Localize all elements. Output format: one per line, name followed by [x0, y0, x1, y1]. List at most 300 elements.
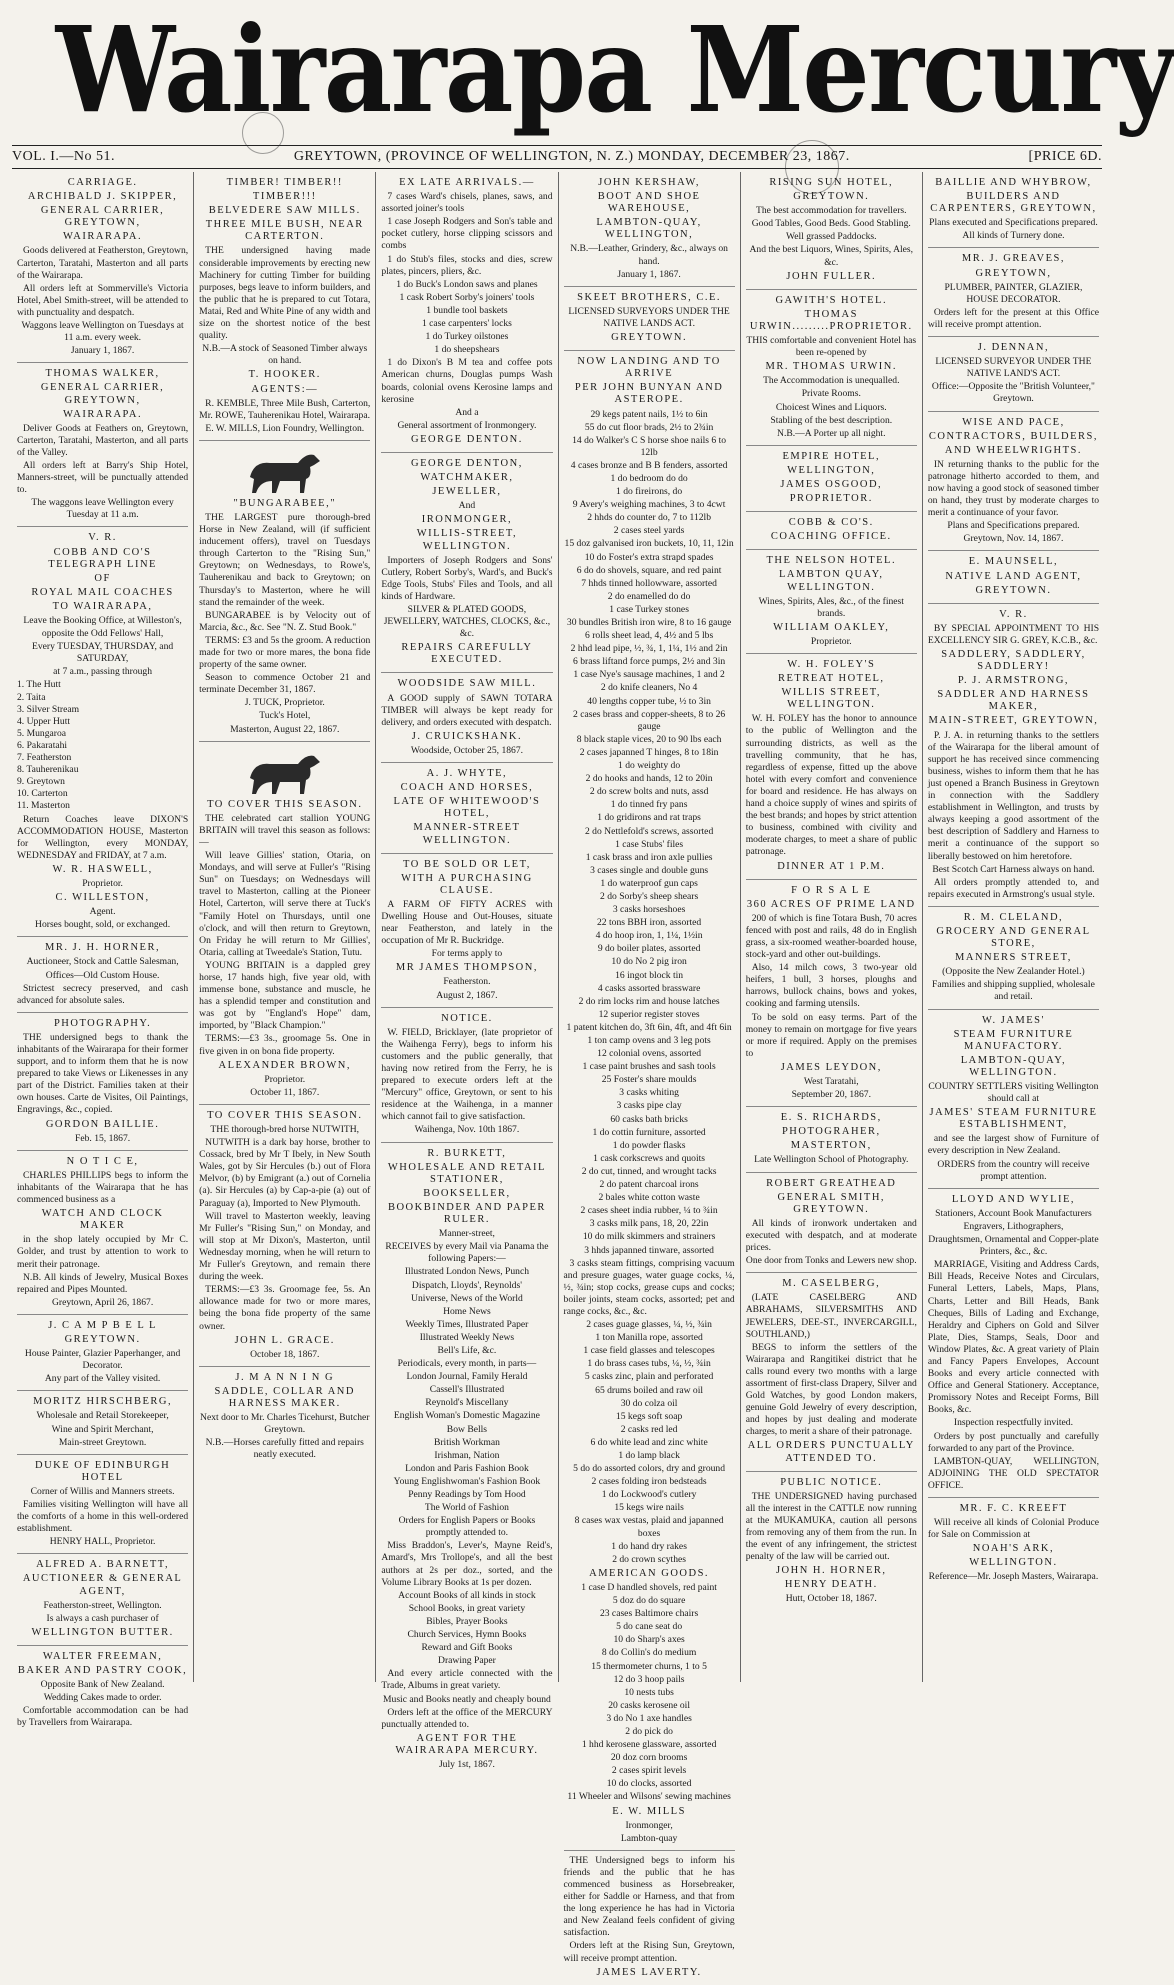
ad-line: GREYTOWN.	[611, 332, 688, 344]
ad-line: And the best Liquors, Wines, Spirits, Ales, &c.	[749, 244, 914, 268]
ad-line: To be sold on easy terms. Part of the money to remain on mortgage for five years or more if required. Apply on the premises to	[745, 1011, 917, 1059]
ad-line: Private Rooms.	[801, 388, 861, 400]
ad-line: Reference—Mr. Joseph Masters, Wairarapa.	[928, 1571, 1099, 1583]
ad-line: THE undersigned having made considerable improvements by erecting new Machinery for cutting Timber for building purposes, begs leave to inform builders, and the public that he is prepared to cut Totara, Matai, Red and White Pine of any width and size on the shortest notice of the best quality.	[199, 245, 371, 342]
ad-line: 2 do knife cleaners, No 4	[600, 682, 698, 694]
ad-line: 29 kegs patent nails, 1½ to 6in	[590, 408, 708, 420]
ad-line: IN returning thanks to the public for the patronage hitherto accorded to them, and now having a good stock of seasoned timber on hand, they trust by moderate charges to merit a continuance of your favor.	[927, 458, 1100, 519]
ad-line: All orders left at Barry's Ship Hotel, Manners-street, will be punctually attended to.	[17, 459, 189, 496]
ad-line: 2 do Sorby's sheep shears	[600, 890, 699, 902]
ad-line: NOW LANDING AND TO ARRIVE	[577, 356, 721, 380]
ad-line: 2 do cut, tinned, and wrought tacks	[581, 1165, 717, 1177]
ad-line: Late Wellington School of Photography.	[754, 1154, 909, 1166]
ad-line: 5 do cane seat do	[616, 1621, 683, 1633]
ad-line: 1 case Nye's sausage machines, 1 and 2	[573, 669, 725, 681]
ad-line: CHARLES PHILLIPS begs to inform the inhabitants of the Wairarapa that he has commenced business as a	[17, 1169, 189, 1206]
advertisement	[381, 763, 552, 854]
ad-line: 5 do do assorted colors, dry and ground	[573, 1463, 726, 1475]
ad-line: Music and Books neatly and cheaply bound	[383, 1693, 551, 1705]
ad-line: J. C A M P B E L L	[48, 1319, 157, 1331]
ad-line: Waihenga, Nov. 10th 1867.	[414, 1124, 520, 1136]
ad-line: "BUNGARABEE,"	[233, 497, 336, 509]
list-item: 6. Pakaratahi	[17, 739, 68, 751]
ad-line: WATCHMAKER,	[420, 472, 514, 484]
ad-line: OF	[94, 572, 111, 584]
price: [PRICE 6D.	[1028, 149, 1102, 164]
ad-line: WISE AND PACE,	[962, 416, 1065, 428]
ad-line: 9 Avery's weighing machines, 3 to 4cwt	[572, 499, 726, 511]
ad-line: 12 colonial ovens, assorted	[597, 1048, 702, 1060]
ad-line: Engravers, Lithographers,	[963, 1220, 1064, 1232]
ad-line: AUCTIONEER & GENERAL AGENT,	[22, 1573, 183, 1597]
list-item: 1. The Hutt	[17, 679, 61, 691]
ad-line: 9 do boiler plates, assorted	[597, 943, 701, 955]
newspaper-title: Wairarapa Mercury	[55, 0, 1174, 139]
ad-line: LAMBTON QUAY, WELLINGTON.	[779, 569, 884, 593]
ad-line: 2 do Nettlefold's screws, assorted	[584, 825, 714, 837]
ad-line: BEGS to inform the settlers of the Wairarapa and Rangitikei district that he calls round every two months with a large assortment of first-class Drapery, Silver and Gold Watches, by good London makers, genuine Gold Jewelry of every description, and hopes by just dealing and moderate charges, to merit a share of their patronage.	[745, 1341, 917, 1438]
ad-line: JAMES LEYDON,	[780, 1061, 882, 1073]
column-6	[923, 172, 1104, 1682]
advertisement	[381, 1143, 552, 1777]
horse-engraving-icon	[240, 748, 330, 796]
ad-line: TIMBER!!!	[252, 191, 317, 203]
ad-line: Plans executed and Specifications prepared.	[929, 217, 1098, 229]
column-2	[194, 172, 376, 1682]
ad-line: J. M A N N I N G	[235, 1371, 335, 1383]
ad-line: THE Undersigned begs to inform his friends and the public that he has commenced business as Horsebreaker, either for Saddle or Harness, and that from the long experience he has had in Victoria and New Zealand feels confident of giving satisfaction.	[563, 1854, 735, 1939]
ad-line: Wedding Cakes made to order.	[43, 1692, 162, 1704]
ad-line: 1 do hand dry rakes	[611, 1540, 687, 1552]
ad-line: 4 do hoop iron, 1, 1¼, 1½in	[595, 930, 703, 942]
ad-line: 1 do waterproof gun caps	[600, 877, 698, 889]
advertisement	[381, 172, 552, 453]
ad-line: TO WAIRARAPA,	[52, 600, 153, 612]
ad-line: ALFRED A. BARNETT,	[36, 1559, 170, 1571]
ad-line: THOMAS WALKER,	[45, 368, 160, 380]
ad-line: Wine and Spirit Merchant,	[51, 1423, 154, 1435]
ad-line: JOHN H. HORNER,	[775, 1565, 887, 1577]
advertisement	[381, 854, 552, 1008]
ad-line: Penny Readings by Tom Hood	[408, 1489, 526, 1500]
ad-line: V. R.	[88, 532, 117, 544]
ad-line: NOAH'S ARK,	[972, 1543, 1055, 1555]
ad-line: BAILLIE AND WHYBROW,	[935, 177, 1092, 188]
ad-line: WILLIAM OAKLEY,	[773, 621, 890, 633]
ad-line: TO BE SOLD OR LET,	[403, 858, 531, 870]
ad-line: ROBERT GREATHEAD	[766, 1177, 897, 1189]
ad-line: 1 do fireirons, do	[616, 486, 683, 498]
ad-line: and see the largest show of Furniture of every description in New Zealand.	[927, 1133, 1100, 1157]
ad-line: Good Tables, Good Beds. Good Stabling.	[751, 218, 911, 230]
ad-line: PER JOHN BUNYAN AND ASTEROPE.	[574, 382, 724, 406]
ad-line: WALTER FREEMAN,	[42, 1650, 163, 1662]
ad-line: 2 do rim locks rim and house latches	[578, 995, 720, 1007]
ad-line: 1 cask brass and iron axle pullies	[585, 851, 713, 863]
ad-line: WITH A PURCHASING CLAUSE.	[401, 872, 533, 896]
ad-line: 3 casks horseshoes	[612, 904, 686, 916]
advertisement	[17, 1315, 188, 1391]
ad-line: W. R. HASWELL,	[52, 863, 153, 875]
ad-line: 1 hhd kerosene glassware, assorted	[581, 1739, 717, 1751]
ad-line: WILLIS STREET, WELLINGTON.	[781, 687, 882, 711]
ad-line: PROPRIETOR.	[789, 493, 873, 505]
ad-line: 7 cases Ward's chisels, planes, saws, and assorted joiner's tools	[381, 191, 553, 215]
ad-line: C. WILLESTON,	[55, 892, 150, 904]
ad-line: Deliver Goods at Feathers on, Greytown, Carterton, Taratahi, Masterton, and all parts of the Valley.	[17, 422, 189, 458]
ad-line: 2 hhds do counter do, 7 to 112lb	[587, 512, 712, 524]
advertisement	[17, 1391, 188, 1454]
ad-line: TIMBER! TIMBER!!	[226, 177, 343, 188]
ad-line: 1 do Dixon's B M tea and coffee pots American churns, Douglas pumps Wash boards, colonial ovens Kerosine lamps and kerosine	[381, 357, 553, 405]
ad-line: COACH AND HORSES,	[400, 782, 534, 794]
ad-line: RISING SUN HOTEL,	[769, 177, 894, 188]
advertisement	[928, 551, 1099, 603]
list-item: 11. Masterton	[17, 800, 70, 812]
ad-line: COACHING OFFICE.	[770, 531, 892, 543]
advertisement	[746, 512, 917, 550]
ad-line: London Journal, Family Herald	[406, 1371, 528, 1383]
ad-line: DUKE OF EDINBURGH HOTEL	[35, 1459, 171, 1483]
ad-line: Choicest Wines and Liquors.	[775, 401, 887, 413]
ad-line: 2 do patent charcoal irons	[599, 1179, 699, 1191]
ad-line: Leave the Booking Office, at Willeston's,	[23, 615, 182, 626]
ad-line: 2 cases sheet india rubber, ¼ to ¾in	[580, 1205, 718, 1217]
ad-line: 4 casks assorted brassware	[597, 982, 701, 994]
ad-line: 3 hhds japanned tinware, assorted	[584, 1244, 714, 1256]
ad-line: 3 casks whiting	[619, 1087, 679, 1099]
ad-line: 15 kegs wire nails	[614, 1502, 684, 1514]
advertisement	[746, 1273, 917, 1471]
ad-line: Return Coaches leave DIXON'S ACCOMMODATION HOUSE, Masterton for Wellington, every MONDAY, WEDNESDAY and FRIDAY, at 7 a.m.	[17, 813, 189, 861]
ad-line: F O R S A L E	[791, 884, 872, 896]
ad-line: 2 cases japanned T hinges, 8 to 18in	[579, 746, 719, 758]
list-item: 7. Featherston	[17, 752, 72, 764]
ad-line: 1 do gridirons and rat traps	[597, 812, 701, 824]
ad-line: Well grassed Paddocks.	[785, 231, 877, 243]
ad-line: MARRIAGE, Visiting and Address Cards, Bill Heads, Receive Notes and Circulars, Funeral Letters, Labels, Maps, Plans, Charts, Letter and Bill Heads, Bank Cheques, Bills of Lading and Exchange, Heraldry and Ciphers on Gold and Silver Plate, Dies, Stamps, Seals, Door and Window Plates, &c. A great variety of Plain and Fancy Papers Envelopes, Account Books and every article connected with Office and General Stationery. Acceptance, Promissory Notes and Receipt Forms, Bill Books, &c.	[927, 1259, 1100, 1416]
ad-line: N.B.—A stock of Seasoned Timber always on hand.	[202, 343, 368, 367]
ad-line: BOOKBINDER AND PAPER RULER.	[387, 1201, 546, 1226]
ad-line: REPAIRS CAREFULLY EXECUTED.	[401, 642, 533, 666]
horse-engraving-icon	[240, 447, 330, 495]
ad-line: Tuck's Hotel,	[259, 710, 311, 722]
ad-line: Will receive all kinds of Colonial Produce for Sale on Commission at	[927, 1517, 1100, 1541]
ad-line: (LATE CASELBERG AND ABRAHAMS, SILVERSMITHS AND JEWELERS, DEE-ST., INVERCARGILL, SOUTHLAND,)	[745, 1292, 917, 1340]
column-3	[376, 172, 558, 1770]
ad-line: P. J. A. in returning thanks to the settlers of the Wairarapa for the liberal amount of support he has received since commencing business, wishes to inform them that he has just opened a Branch Business in Greytown in connection with the Saddlery establishment in Wellington, and trusts by always keeping a good assortment of the best description of Saddlery and Harness to merit a continuance of the support so liberally bestowed on him heretofore.	[927, 729, 1100, 862]
ad-line: JAMES' STEAM FURNITURE ESTABLISHMENT,	[929, 1107, 1098, 1131]
ad-line: 2 do hooks and hands, 12 to 20in	[585, 773, 713, 785]
ad-line: Season to commence October 21 and terminate December 31, 1867.	[199, 672, 371, 696]
ad-line: PHOTOGRAHER,	[781, 1126, 881, 1138]
ad-line: July 1st, 1867.	[438, 1758, 495, 1770]
ad-line: RECEIVES by every Mail via Panama the following Papers:—	[385, 1241, 549, 1265]
ad-line: Every TUESDAY, THURSDAY, and SATURDAY,	[31, 641, 174, 665]
ad-line: 3 casks milk pans, 18, 20, 22in	[589, 1218, 709, 1230]
ad-line: All orders promptly attended to, and repairs executed in Armstrong's usual style.	[927, 876, 1100, 900]
ad-line: 1 cask Robert Sorby's joiners' tools	[399, 291, 535, 303]
ad-line: HENRY HALL, Proprietor.	[49, 1536, 156, 1548]
ad-line: MR. THOMAS URWIN.	[765, 361, 898, 373]
ad-line: 2 cases steel yards	[613, 525, 685, 537]
ad-line: Universe, News of the World	[411, 1292, 523, 1304]
ad-line: Miss Braddon's, Lever's, Mayne Reid's, Amard's, Mrs Trollope's, and all the best authors at 2s per doz., sorted, and the Volume Library Books at 1s per dozen.	[381, 1540, 553, 1588]
ad-line: 1 do Stub's files, stocks and dies, screw plates, pincers, pliers, &c.	[381, 253, 553, 277]
column-5	[741, 172, 923, 1682]
ad-line: MANNER-STREET WELLINGTON.	[413, 822, 521, 846]
ad-line: E. W. MILLS	[612, 1805, 686, 1817]
ad-line: 14 do Walker's C S horse shoe nails 6 to 12lb	[572, 434, 727, 458]
ad-line: Irishman, Nation	[434, 1449, 500, 1461]
ad-line: Best Scotch Cart Harness always on hand.	[932, 863, 1095, 875]
ad-line: 360 ACRES OF PRIME LAND	[746, 898, 916, 910]
ad-line: Orders left at the Rising Sun, Greytown, will receive prompt attention.	[563, 1940, 735, 1964]
advertisement	[746, 550, 917, 654]
ad-line: All kinds of Turnery done.	[962, 230, 1065, 242]
ad-line: opposite the Odd Fellows' Hall,	[41, 628, 164, 640]
ad-line: MORITZ HIRSCHBERG,	[33, 1396, 173, 1408]
dateline-bar	[12, 145, 1102, 169]
ad-line: Main-street Greytown.	[58, 1436, 147, 1448]
ad-line: NATIVE LAND AGENT,	[945, 570, 1082, 582]
ad-line: JOHN FULLER.	[786, 270, 877, 282]
ad-line: NOTICE.	[441, 1012, 493, 1024]
ad-line: Reynold's Miscellany	[425, 1397, 509, 1409]
ad-line: 2 cases brass and copper-sheets, 8 to 26 gauge	[573, 708, 726, 732]
ad-line: W. JAMES'	[982, 1014, 1045, 1026]
ad-line: 20 doz corn brooms	[610, 1752, 688, 1764]
ad-line: COUNTRY SETTLERS visiting Wellington should call at	[928, 1081, 1099, 1105]
ad-line: Hutt, October 18, 1867.	[785, 1593, 877, 1605]
ad-line: W. FIELD, Bricklayer, (late proprietor of the Waihenga Ferry), begs to inform his customers and the public generally, that having now retired from the Ferry, he is prepared to execute orders left at the "Mercury" office, Greytown, or sent to his residence at the Waihenga, in a manner which cannot fail to give satisfaction.	[381, 1026, 553, 1123]
advertisement	[199, 172, 370, 441]
ad-line: Young Englishwoman's Fashion Book	[393, 1475, 541, 1487]
ad-line: GAWITH'S HOTEL.	[775, 294, 888, 306]
ad-line: October 18, 1867.	[250, 1348, 320, 1360]
ad-line: BOOT AND SHOE WAREHOUSE,	[597, 191, 701, 215]
ad-line: WILLIS-STREET, WELLINGTON.	[416, 528, 518, 552]
ad-line: ALL ORDERS PUNCTUALLY ATTENDED TO.	[747, 1440, 915, 1464]
ad-line: TERMS: £3 and 5s the groom. A reduction made for two or more mares, the bona fide property of the same owner.	[199, 634, 371, 671]
ad-line: Agent.	[89, 906, 116, 918]
ad-line: 40 lengths copper tube, ½ to 3in	[587, 695, 711, 707]
ad-line: Orders by post punctually and carefully forwarded to any part of the Province.	[927, 1430, 1100, 1454]
ad-line: One door from Tonks and Lewers new shop.	[745, 1255, 917, 1267]
ad-line: MR. J. GREAVES,	[961, 253, 1065, 265]
masthead	[0, 0, 1174, 145]
ad-line: ROYAL MAIL COACHES	[31, 586, 174, 598]
ad-line: 1 bundle tool baskets	[426, 304, 508, 316]
ad-line: 3 casks steam fittings, comprising vacuum and presure guages, water guage cocks, ¼, ½, ¾in; stop cocks, grease cups and cocks; boiler joints, steam cocks, assorted; pet and range cocks, &c., &c.	[563, 1257, 735, 1317]
ad-line: R. BURKETT,	[427, 1147, 507, 1159]
ad-line: COBB & CO'S.	[788, 517, 874, 529]
ad-line: J. DENNAN,	[977, 342, 1050, 354]
ad-line: WELLINGTON BUTTER.	[31, 1626, 174, 1638]
ad-line: THE celebrated cart stallion YOUNG BRITAIN will travel this season as follows:—	[199, 812, 371, 848]
coach-stops-list	[17, 679, 188, 812]
advertisement	[928, 412, 1099, 552]
advertisement	[746, 446, 917, 512]
ad-line: Featherston.	[443, 976, 491, 988]
ad-line: 10 do clocks, assorted	[606, 1778, 692, 1790]
ad-line: in the shop lately occupied by Mr C. Golder, and trust by attention to work to merit their patronage.	[17, 1234, 189, 1270]
ad-line: Stabling of the best description.	[770, 414, 893, 426]
ad-line: SILVER & PLATED GOODS, JEWELLERY, WATCHES, CLOCKS, &c., &c.	[383, 604, 551, 640]
ad-line: Plans and Specifications prepared.	[947, 520, 1080, 532]
ad-line: HENRY DEATH.	[784, 1579, 878, 1591]
ad-line: January 1, 1867.	[617, 268, 681, 280]
ad-line: West Taratahi,	[803, 1076, 859, 1087]
ad-line: Proprietor.	[82, 877, 123, 889]
ad-line: Will travel to Masterton weekly, leaving Mr Fuller's "Rising Sun," on Monday, and will stop at Mr Dixon's, Masterton, until Wednesday morning, when he will return to Mr Fuller's Greytown, and remain there during the week.	[199, 1210, 371, 1283]
advertisement	[746, 654, 917, 880]
ad-line: 11 Wheeler and Wilsons' sewing machines	[567, 1791, 731, 1803]
advertisement	[928, 1498, 1099, 1589]
ad-line: Orders left for the present at this Office will receive prompt attention.	[927, 306, 1100, 330]
ad-line: WHOLESALE AND RETAIL STATIONER,	[387, 1161, 546, 1185]
advertisement	[17, 1646, 188, 1735]
ad-line: Opposite Bank of New Zealand.	[40, 1679, 165, 1691]
ad-line: GENERAL SMITH, GREYTOWN.	[777, 1191, 886, 1215]
ad-line: A. J. WHYTE,	[426, 768, 508, 780]
ad-line: For terms apply to	[431, 948, 503, 960]
ad-line: Proprietor.	[810, 635, 852, 647]
ad-line: WELLINGTON,	[787, 464, 876, 476]
ad-line: JOHN KERSHAW,	[598, 177, 700, 188]
ad-line: London and Paris Fashion Book	[405, 1462, 529, 1474]
ad-line: 20 casks kerosene oil	[608, 1699, 690, 1711]
ad-line: Will leave Gillies' station, Otaria, on Mondays, and will serve at Fuller's "Rising Sun" on Tuesdays; on Wednesdays will travel to Masterton, calling at the Pioneer Hotel, Carterton, will serve there at Tuck's "Family Hotel on Thursdays, until one o'clock, and will then return to Greytown, On Friday he will return to Mr Gillies', Otaria, calling at Tweedale's Station, Tutu.	[199, 850, 371, 958]
ad-line: Goods delivered at Featherston, Greytown, Carterton, Taratahi, Masterton and all parts of the Wairarapa.	[17, 245, 189, 281]
ad-line: The Accommodation is unequalled.	[763, 375, 900, 387]
ad-line: 3 do No 1 axe handles	[606, 1712, 692, 1724]
ad-line: 1 do tinned fry pans	[610, 799, 688, 811]
advertisement	[17, 1455, 188, 1555]
ad-line: And every article connected with the Trade, Albums in great variety.	[381, 1668, 553, 1692]
advertisement	[928, 1010, 1099, 1189]
ad-line: THE thorough-bred horse NUTWITH,	[210, 1124, 360, 1135]
advertisement	[564, 287, 735, 351]
ad-line: All orders left at Sommerville's Victoria Hotel, Abel Smith-street, will be attended to with punctuality and despatch.	[17, 282, 189, 318]
ad-line: GEORGE DENTON,	[411, 457, 523, 469]
ad-line: 1 case Joseph Rodgers and Son's table and pocket cutlery, horse clipping scissors and combs	[381, 216, 553, 252]
ad-line: SADDLERY, SADDLERY, SADDLERY!	[941, 649, 1086, 673]
advertisement	[928, 1189, 1099, 1498]
ad-line: 16 ingot block tin	[615, 969, 684, 981]
ad-line: WOODSIDE SAW MILL.	[397, 678, 537, 690]
ad-line: GEORGE DENTON.	[411, 433, 523, 445]
list-item: 4. Upper Hutt	[17, 715, 71, 727]
ad-line: AGENTS:—	[251, 383, 319, 395]
advertisement	[564, 1851, 735, 1985]
ad-line: Corner of Willis and Manners streets.	[30, 1485, 175, 1497]
ad-line: The waggons leave Wellington every Tuesday at 11 a.m.	[31, 497, 174, 521]
ad-line: E. W. MILLS, Lion Foundry, Wellington.	[205, 422, 365, 434]
list-item: 9. Greytown	[17, 776, 65, 788]
ad-line: JEWELLER,	[432, 486, 502, 498]
ad-line: 1 do Turkey oilstones	[425, 331, 509, 343]
ad-line: LLOYD AND WYLIE,	[951, 1193, 1076, 1205]
ad-line: Any part of the Valley visited.	[44, 1373, 161, 1385]
ad-line: PHOTOGRAPHY.	[53, 1017, 152, 1029]
ad-line: 65 drums boiled and raw oil	[595, 1384, 704, 1396]
ad-line: GREYTOWN.	[793, 191, 870, 203]
columns	[12, 172, 1104, 1978]
ad-line: Also, 14 milch cows, 3 two-year old heifers, 1 bull, 3 horses, ploughs and harrows, bullock chains, bows and yokes, cooking and farming utensils.	[745, 962, 917, 1010]
ad-line: R. M. CLELAND,	[963, 911, 1064, 923]
advertisement	[199, 441, 370, 742]
advertisement	[928, 907, 1099, 1010]
ad-line: EX LATE ARRIVALS.—	[399, 177, 535, 188]
ad-line: Families and shipping supplied, wholesale and retail.	[932, 979, 1095, 1003]
list-item: 3. Silver Stream	[17, 703, 80, 715]
ad-line: V. R.	[999, 608, 1028, 620]
ad-line: 10 do Foster's extra strapd spades	[584, 551, 714, 563]
advertisement	[199, 1367, 370, 1467]
ad-line: January 1, 1867.	[70, 345, 135, 357]
ad-line: E. MAUNSELL,	[968, 556, 1059, 568]
ad-line: E. S. RICHARDS,	[780, 1112, 882, 1124]
ad-line: Next door to Mr. Charles Ticehurst, Butcher Greytown.	[200, 1412, 370, 1436]
ad-line: LAMBTON-QUAY, WELLINGTON.	[960, 1054, 1067, 1078]
ad-line: 6 do do shovels, square, and red paint	[576, 564, 722, 576]
advertisement	[381, 1008, 552, 1143]
ad-line: LATE OF WHITEWOOD'S HOTEL,	[393, 796, 541, 820]
ad-line: Orders for English Papers or Books promptly attended to.	[398, 1515, 536, 1539]
ad-line: Account Books of all kinds in stock	[398, 1589, 536, 1601]
ad-line: House Painter, Glazier Paperhanger, and Decorator.	[24, 1348, 181, 1372]
ad-line: 10 do No 2 pig iron	[611, 956, 687, 968]
ad-line: 10 nests tubs	[624, 1686, 674, 1698]
ad-line: 1 do bedroom do do	[610, 472, 688, 484]
ad-line: And a	[455, 406, 479, 418]
ad-line: Bell's Life, &c.	[437, 1344, 497, 1356]
ad-line: GREYTOWN,	[975, 267, 1052, 279]
ad-line: TO COVER THIS SEASON.	[207, 798, 363, 810]
ad-line: BELVEDERE SAW MILLS.	[208, 205, 361, 217]
ad-line: MR. F. C. KREEFT	[959, 1503, 1068, 1514]
column-4	[559, 172, 741, 1978]
ad-line: CARRIAGE.	[67, 177, 138, 188]
ad-line: English Woman's Domestic Magazine	[393, 1410, 540, 1422]
ad-line: M. CASELBERG,	[782, 1278, 881, 1290]
column-1	[12, 172, 194, 1729]
ad-line: Strictest secrecy preserved, and cash advanced for absolute sales.	[17, 982, 189, 1006]
ad-line: P. J. ARMSTRONG,	[957, 675, 1070, 687]
ad-line: 1 case Stubs' files	[615, 838, 684, 850]
ad-line: 1 patent kitchen do, 3ft 6in, 4ft, and 4ft 6in	[566, 1021, 732, 1033]
ad-line: JAMES LAVERTY.	[596, 1966, 702, 1978]
ad-line: GORDON BAILLIE.	[45, 1118, 160, 1130]
ad-line: STEAM FURNITURE MANUFACTORY.	[953, 1028, 1074, 1052]
ad-line: Church Services, Hymn Books	[407, 1629, 527, 1641]
ad-line: 200 of which is fine Totara Bush, 70 acres fenced with post and rails, 48 do in English grass, a six-roomed weather-boarded house, stock-yard and other out-buildings.	[745, 912, 917, 961]
ad-line: 5 casks zinc, plain and perforated	[584, 1371, 714, 1383]
ad-line: WELLINGTON.	[969, 1557, 1058, 1569]
ad-line: 1 cask corkscrews and quoits	[593, 1152, 706, 1164]
ad-line: 1 case D handled shovels, red paint	[581, 1581, 717, 1593]
ad-line: J. CRUICKSHANK.	[411, 730, 523, 742]
ad-line: WAIRARAPA.	[63, 231, 143, 243]
ad-line: BY SPECIAL APPOINTMENT TO HIS EXCELLENCY SIR G. GREY, K.C.B., &c.	[927, 622, 1100, 646]
ad-line: Lambton-quay	[620, 1832, 678, 1844]
ad-line: AND WHEELWRIGHTS.	[944, 444, 1082, 456]
ad-line: 6 brass liftand force pumps, 2½ and 3in	[573, 656, 726, 668]
ad-line: WAIRARAPA.	[63, 408, 143, 420]
ad-line: MR JAMES THOMPSON,	[395, 962, 538, 974]
ad-line: 2 cases spirit levels	[611, 1765, 687, 1777]
